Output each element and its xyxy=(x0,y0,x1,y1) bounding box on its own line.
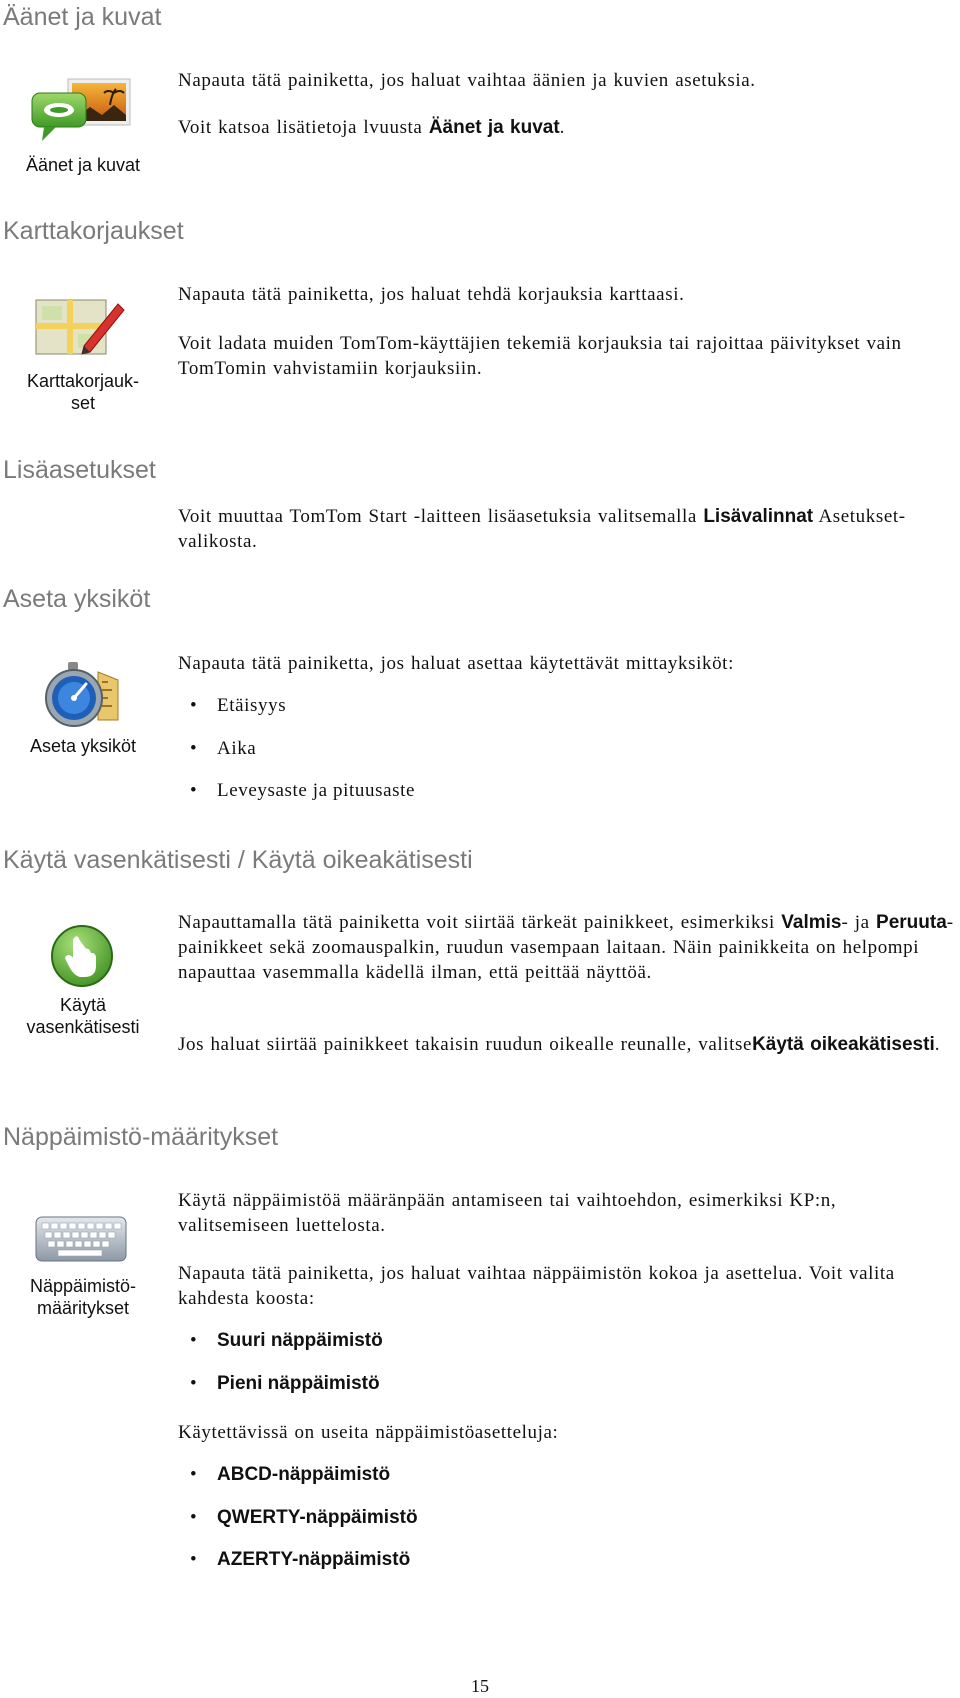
reference-link: Käytä oikeakätisesti xyxy=(752,1034,935,1055)
paragraph: Napauta tätä painiketta, jos haluat vaihtaa näppäimistön kokoa ja asettelua. Voit valita kahdesta koosta: xyxy=(178,1263,895,1309)
paragraph: Voit katsoa lisätietoja lvuusta Äänet ja kuvat. xyxy=(178,117,566,138)
paragraph: Napauta tätä painiketta, jos haluat tehdä korjauksia karttaasi. xyxy=(178,284,685,305)
paragraph: Jos haluat siirtää painikkeet takaisin ruudun oikealle reunalle, valitseKäytä oikeakätisesti. xyxy=(178,1034,941,1055)
page-number: 15 xyxy=(471,1676,489,1696)
icon-label-keyboard-line1: Näppäimistö- xyxy=(29,1276,137,1296)
icon-label-handedness-line1: Käytä xyxy=(59,995,107,1015)
paragraph: Napauta tätä painiketta, jos haluat vaihtaa äänien ja kuvien asetuksia. xyxy=(178,70,756,91)
keyboard-icon xyxy=(34,1215,128,1270)
reference-link: Lisävalinnat xyxy=(703,506,814,527)
hand-button-icon xyxy=(50,924,114,993)
paragraph: Voit muuttaa TomTom Start -laitteen lisäasetuksia valitsemalla Lisävalinnat Asetukset-valikosta. xyxy=(178,506,906,552)
document-page: Äänet ja kuvat Äänet ja kuvat Napauta tätä painiketta, jos haluat vaihtaa äänien ja kuvien asetuksia. Voit katsoa lisätietoja lvuusta Äänet ja kuvat. Karttakorjaukset Karttakorjauk- set Napauta tätä painiketta, jos haluat tehdä korjauksia karttaasi. Voit ladata muiden TomTom-käyttäjien tekemiä korjauksia tai rajoittaa päivitykset vain TomTomin vahvistamiin korjauksiin. Lisäasetukset Voit muuttaa TomTom Start -laitteen lisäasetuksia valitsemalla Lisävalinnat Asetukset-valikosta. Aseta yksiköt Aseta yksiköt Napauta tätä painiketta, jos haluat asettaa käytettävät mittayksiköt: • Etäisyys • Aika • Leveysaste ja pituusaste Käytä vasenkätisesti / Käytä oikeakätisesti Käytä vasenkätisesti Napauttamalla tätä painiketta voit siirtää tärkeät painikkeet, esimerkiksi Valmis- ja Peruuta-painikkeet sekä zoomauspalkin, ruudun vasempaan laitaan. Näin painikkeita on helpompi napauttaa vasemmalla kädellä ilman, että peittää näyttöä. Jos haluat siirtää painikkeet takaisin ruudun oikealle reunalle, valitseKäytä oikeakätisesti. Näppäimistö-määritykset Näppäimistö- määritykset Käytä näppäimistöä määränpään antamiseen tai vaihtoehdon, esimerkiksi KP:n, valitsemiseen luettelosta. Napauta tätä painiketta, jos haluat vaihtaa näppäimistön kokoa ja asettelua. Voit valita kahdesta koosta: • Suuri näppäimistö • Pieni näppäimistö Käytettävissä on useita näppäimistöasetteluja: • ABCD-näppäimistö • QWERTY-näppäimistö • AZERTY-näppäimistö 15 xyxy=(0,0,960,1698)
icon-label-map-corrections-line2: set xyxy=(70,393,95,413)
icon-label-units: Aseta yksiköt xyxy=(29,736,137,756)
paragraph: Napauttamalla tätä painiketta voit siirtää tärkeät painikkeet, esimerkiksi Valmis- ja Peruuta-painikkeet sekä zoomauspalkin, ruudun vasempaan laitaan. Näin painikkeita on helpompi napauttaa vasemmalla kädellä ilman, että peittää näyttöä. xyxy=(178,912,954,983)
icon-label-sounds: Äänet ja kuvat xyxy=(25,155,141,175)
section-heading-keyboard: Näppäimistö-määritykset xyxy=(3,1123,279,1151)
reference-link: Valmis xyxy=(781,912,842,933)
paragraph: Napauta tätä painiketta, jos haluat asettaa käytettävät mittayksiköt: xyxy=(178,653,734,674)
section-heading-handedness: Käytä vasenkätisesti / Käytä oikeakätisesti xyxy=(3,846,473,874)
paragraph: Voit ladata muiden TomTom-käyttäjien tekemiä korjauksia tai rajoittaa päivitykset vain TomTomin vahvistamiin korjauksiin. xyxy=(178,333,902,379)
stopwatch-ruler-icon xyxy=(42,660,122,735)
reference-link: Äänet ja kuvat xyxy=(428,117,560,138)
section-heading-units: Aseta yksiköt xyxy=(3,585,151,613)
icon-label-keyboard-line2: määritykset xyxy=(36,1298,130,1318)
paragraph: Käytä näppäimistöä määränpään antamiseen tai vaihtoehdon, esimerkiksi KP:n, valitsemiseen luettelosta. xyxy=(178,1190,837,1236)
section-heading-map-corrections: Karttakorjaukset xyxy=(3,217,184,245)
section-heading-sounds: Äänet ja kuvat xyxy=(3,3,162,31)
icon-label-handedness-line2: vasenkätisesti xyxy=(26,1017,140,1037)
speech-bubble-photo-icon xyxy=(30,75,134,154)
reference-link: Peruuta xyxy=(876,912,947,933)
paragraph: Käytettävissä on useita näppäimistöasetteluja: xyxy=(178,1422,559,1443)
section-heading-advanced: Lisäasetukset xyxy=(3,456,156,484)
icon-label-map-corrections-line1: Karttakorjauk- xyxy=(26,371,140,391)
map-pencil-icon xyxy=(34,296,126,365)
